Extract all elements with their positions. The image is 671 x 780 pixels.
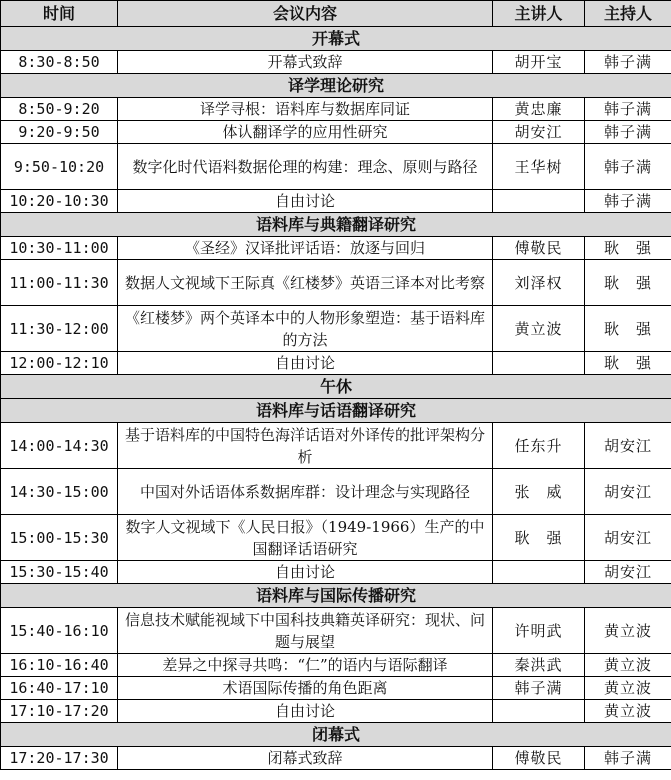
topic-cell: 体认翻译学的应用性研究 [118,121,493,144]
header-time: 时间 [1,1,118,27]
table-row [1,608,671,654]
speaker-cell: 黄立波 [493,306,585,352]
table-row [1,561,671,584]
time-cell: 10:30-11:00 [1,237,118,260]
host-cell: 黄立波 [585,608,671,654]
speaker-cell: 胡安江 [493,121,585,144]
topic-cell: 《红楼梦》两个英译本中的人物形象塑造：基于语料库的方法 [118,306,493,352]
speaker-cell: 傅敬民 [493,747,585,770]
time-cell: 8:30-8:50 [1,51,118,74]
speaker-cell: 傅敬民 [493,237,585,260]
section-title: 语料库与典籍翻译研究 [1,213,671,237]
host-cell: 耿 强 [585,237,671,260]
speaker-cell: 刘泽权 [493,260,585,306]
host-cell: 韩子满 [585,747,671,770]
host-cell: 耿 强 [585,352,671,375]
table-row [1,121,671,144]
speaker-cell [493,190,585,213]
section-title: 语料库与话语翻译研究 [1,399,671,423]
table-row [1,260,671,306]
topic-cell: 差异之中探寻共鸣：“仁”的语内与语际翻译 [118,654,493,677]
speaker-cell [493,352,585,375]
topic-cell: 译学寻根：语料库与数据库同证 [118,98,493,121]
topic-cell: 开幕式致辞 [118,51,493,74]
host-cell: 胡安江 [585,515,671,561]
topic-cell: 基于语料库的中国特色海洋话语对外译传的批评架构分析 [118,423,493,469]
host-cell: 韩子满 [585,190,671,213]
host-cell: 黄立波 [585,677,671,700]
speaker-cell [493,700,585,723]
section-title: 午休 [1,375,671,399]
topic-cell: 术语国际传播的角色距离 [118,677,493,700]
time-cell: 9:50-10:20 [1,144,118,190]
table-row [1,423,671,469]
speaker-cell: 王华树 [493,144,585,190]
topic-cell: 自由讨论 [118,190,493,213]
time-cell: 10:20-10:30 [1,190,118,213]
topic-cell: 闭幕式致辞 [118,747,493,770]
host-cell: 耿 强 [585,306,671,352]
speaker-cell: 黄忠廉 [493,98,585,121]
table-row [1,677,671,700]
time-cell: 16:40-17:10 [1,677,118,700]
host-cell: 黄立波 [585,700,671,723]
time-cell: 17:10-17:20 [1,700,118,723]
table-row [1,237,671,260]
section-row-discourse-translation [1,399,671,423]
topic-cell: 数字化时代语料数据伦理的构建：理念、原则与路径 [118,144,493,190]
topic-cell: 《圣经》汉译批评话语：放逐与回归 [118,237,493,260]
table-row [1,700,671,723]
section-row-opening [1,27,671,51]
section-row-international-communication [1,584,671,608]
table-header-row [1,1,671,27]
header-speaker: 主讲人 [493,1,585,27]
host-cell: 耿 强 [585,260,671,306]
topic-cell: 数字人文视域下《人民日报》（1949-1966）生产的中国翻译话语研究 [118,515,493,561]
speaker-cell: 任东升 [493,423,585,469]
host-cell: 胡安江 [585,423,671,469]
host-cell: 韩子满 [585,98,671,121]
table-row [1,352,671,375]
table-row [1,469,671,515]
section-title: 译学理论研究 [1,74,671,98]
table-row [1,190,671,213]
header-topic: 会议内容 [118,1,493,27]
section-title: 开幕式 [1,27,671,51]
time-cell: 8:50-9:20 [1,98,118,121]
header-host: 主持人 [585,1,671,27]
host-cell: 韩子满 [585,121,671,144]
speaker-cell: 韩子满 [493,677,585,700]
topic-cell: 中国对外话语体系数据库群：设计理念与实现路径 [118,469,493,515]
host-cell: 胡安江 [585,469,671,515]
time-cell: 11:30-12:00 [1,306,118,352]
table-row [1,747,671,770]
topic-cell: 自由讨论 [118,561,493,584]
topic-cell: 信息技术赋能视域下中国科技典籍英译研究：现状、问题与展望 [118,608,493,654]
topic-cell: 自由讨论 [118,352,493,375]
section-title: 语料库与国际传播研究 [1,584,671,608]
section-row-translation-theory [1,74,671,98]
section-row-lunch-break [1,375,671,399]
speaker-cell: 张 威 [493,469,585,515]
host-cell: 韩子满 [585,144,671,190]
section-row-classics-translation [1,213,671,237]
time-cell: 14:00-14:30 [1,423,118,469]
table-row [1,654,671,677]
table-row [1,51,671,74]
section-title: 闭幕式 [1,723,671,747]
speaker-cell: 耿 强 [493,515,585,561]
time-cell: 15:00-15:30 [1,515,118,561]
time-cell: 14:30-15:00 [1,469,118,515]
time-cell: 16:10-16:40 [1,654,118,677]
host-cell: 胡安江 [585,561,671,584]
table-row [1,144,671,190]
time-cell: 12:00-12:10 [1,352,118,375]
topic-cell: 自由讨论 [118,700,493,723]
time-cell: 11:00-11:30 [1,260,118,306]
speaker-cell: 胡开宝 [493,51,585,74]
time-cell: 9:20-9:50 [1,121,118,144]
time-cell: 15:40-16:10 [1,608,118,654]
host-cell: 黄立波 [585,654,671,677]
time-cell: 17:20-17:30 [1,747,118,770]
table-row [1,306,671,352]
speaker-cell [493,561,585,584]
topic-cell: 数据人文视域下王际真《红楼梦》英语三译本对比考察 [118,260,493,306]
host-cell: 韩子满 [585,51,671,74]
table-row [1,515,671,561]
speaker-cell: 秦洪武 [493,654,585,677]
speaker-cell: 许明武 [493,608,585,654]
time-cell: 15:30-15:40 [1,561,118,584]
section-row-closing [1,723,671,747]
table-row [1,98,671,121]
